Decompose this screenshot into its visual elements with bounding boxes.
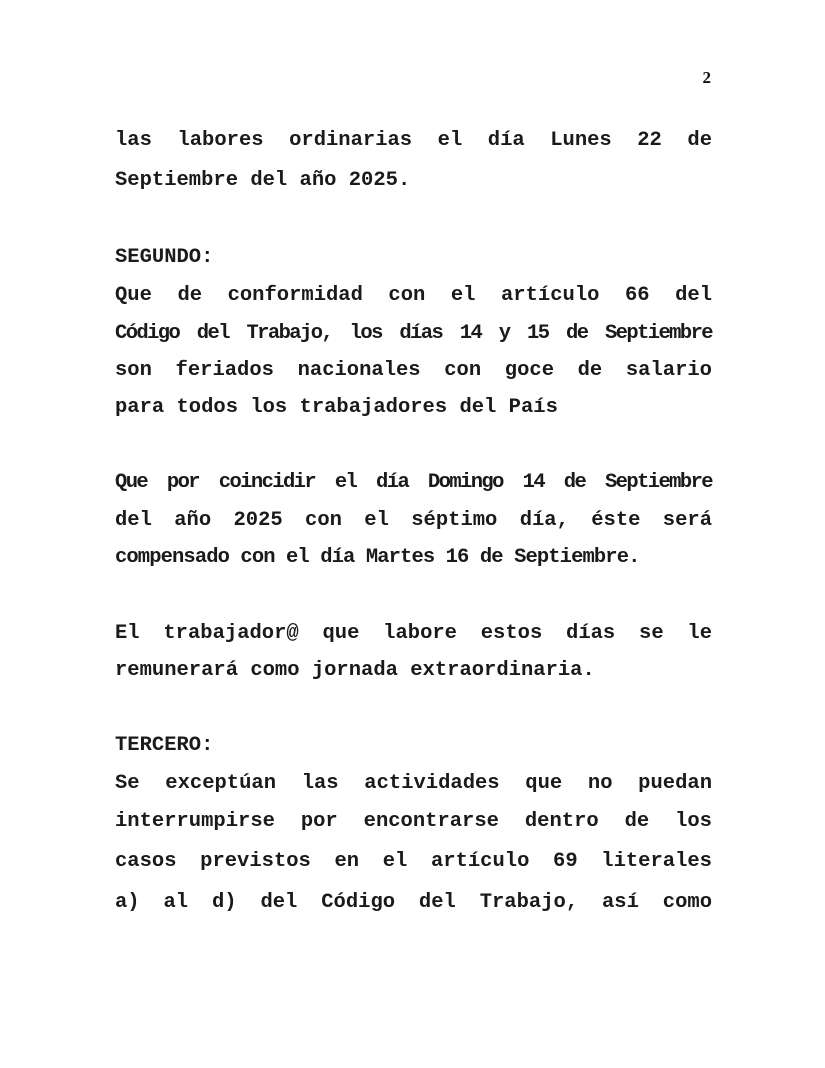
paragraph-line: El trabajador@ que labore estos días se le <box>115 622 712 645</box>
section-heading-segundo: SEGUNDO: <box>115 246 214 269</box>
paragraph-line: remunerará como jornada extraordinaria. <box>115 659 595 682</box>
section-heading-tercero: TERCERO: <box>115 734 214 757</box>
paragraph-line: compensado con el día Martes 16 de Septiembre. <box>115 546 640 569</box>
paragraph-line: Que por coincidir el día Domingo 14 de Septiembre <box>115 471 712 494</box>
paragraph-line: Código del Trabajo, los días 14 y 15 de Septiembre <box>115 322 712 345</box>
page-number: 2 <box>702 68 711 87</box>
paragraph-line: son feriados nacionales con goce de salario <box>115 359 712 382</box>
paragraph-line: a) al d) del Código del Trabajo, así como <box>115 891 712 914</box>
paragraph-line: Que de conformidad con el artículo 66 del <box>115 284 712 307</box>
paragraph-line: Septiembre del año 2025. <box>115 169 411 192</box>
paragraph-line: casos previstos en el artículo 69 literales <box>115 850 712 873</box>
paragraph-line: para todos los trabajadores del País <box>115 396 558 419</box>
paragraph-line: las labores ordinarias el día Lunes 22 de <box>115 129 712 152</box>
paragraph-line: interrumpirse por encontrarse dentro de los <box>115 810 712 833</box>
paragraph-line: del año 2025 con el séptimo día, éste será <box>115 509 712 532</box>
paragraph-line: Se exceptúan las actividades que no puedan <box>115 772 712 795</box>
